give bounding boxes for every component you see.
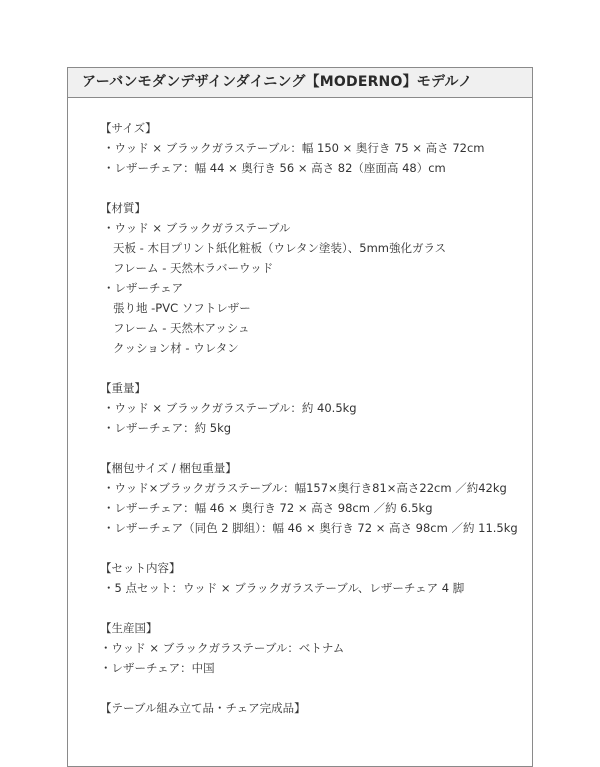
spec-line: フレーム - 天然木ラバーウッド	[113, 261, 274, 275]
spec-title: アーバンモダンデザインダイニング【MODERNO】モデルノ	[68, 68, 532, 98]
section-origin	[100, 618, 526, 678]
section-set-contents	[100, 558, 526, 598]
spec-line: ・ウッド × ブラックガラステーブル：幅 150 × 奥行き 75 × 高さ 72cm	[103, 141, 485, 155]
section-material	[100, 198, 526, 358]
section-heading: 【テーブル組み立て品・チェア完成品】	[100, 701, 306, 715]
spec-line: ・5 点セット：ウッド × ブラックガラステーブル、レザーチェア 4 脚	[103, 581, 465, 595]
section-heading: 【生産国】	[100, 621, 158, 635]
spec-line: ・ウッド × ブラックガラステーブル	[103, 221, 291, 235]
spec-line: ・レザーチェア：幅 46 × 奥行き 72 × 高さ 98cm ／約 6.5kg	[103, 501, 433, 515]
spec-line: ・ウッド×ブラックガラステーブル：幅157×奥行き81×高さ22cm ／約42kg	[103, 481, 507, 495]
section-package	[100, 458, 526, 538]
spec-body	[68, 98, 532, 718]
section-assembly	[100, 698, 526, 718]
section-size	[100, 118, 526, 178]
spec-line: ・ウッド × ブラックガラステーブル：ベトナム	[100, 641, 345, 655]
spec-line: 天板 - 木目プリント紙化粧板（ウレタン塗装）、5mm強化ガラス	[113, 241, 447, 255]
spec-line: 張り地 -PVC ソフトレザー	[113, 301, 251, 315]
spec-line: ・レザーチェア：幅 44 × 奥行き 56 × 高さ 82（座面高 48）cm	[103, 161, 446, 175]
spec-line: ・ウッド × ブラックガラステーブル：約 40.5kg	[103, 401, 357, 415]
spec-line: フレーム - 天然木アッシュ	[113, 321, 250, 335]
section-heading: 【重量】	[100, 381, 146, 395]
spec-line: ・レザーチェア	[103, 281, 184, 295]
section-weight	[100, 378, 526, 438]
section-heading: 【梱包サイズ / 梱包重量】	[100, 461, 237, 475]
spec-line: ・レザーチェア：中国	[100, 661, 215, 675]
spec-line: ・レザーチェア：約 5kg	[103, 421, 232, 435]
spec-line: ・レザーチェア（同色 2 脚組）：幅 46 × 奥行き 72 × 高さ 98cm ／約 11.5kg	[103, 521, 518, 535]
section-heading: 【サイズ】	[100, 121, 157, 135]
section-heading: 【セット内容】	[100, 561, 181, 575]
spec-box	[67, 67, 533, 767]
section-heading: 【材質】	[100, 201, 146, 215]
spec-line: クッション材 - ウレタン	[113, 341, 239, 355]
